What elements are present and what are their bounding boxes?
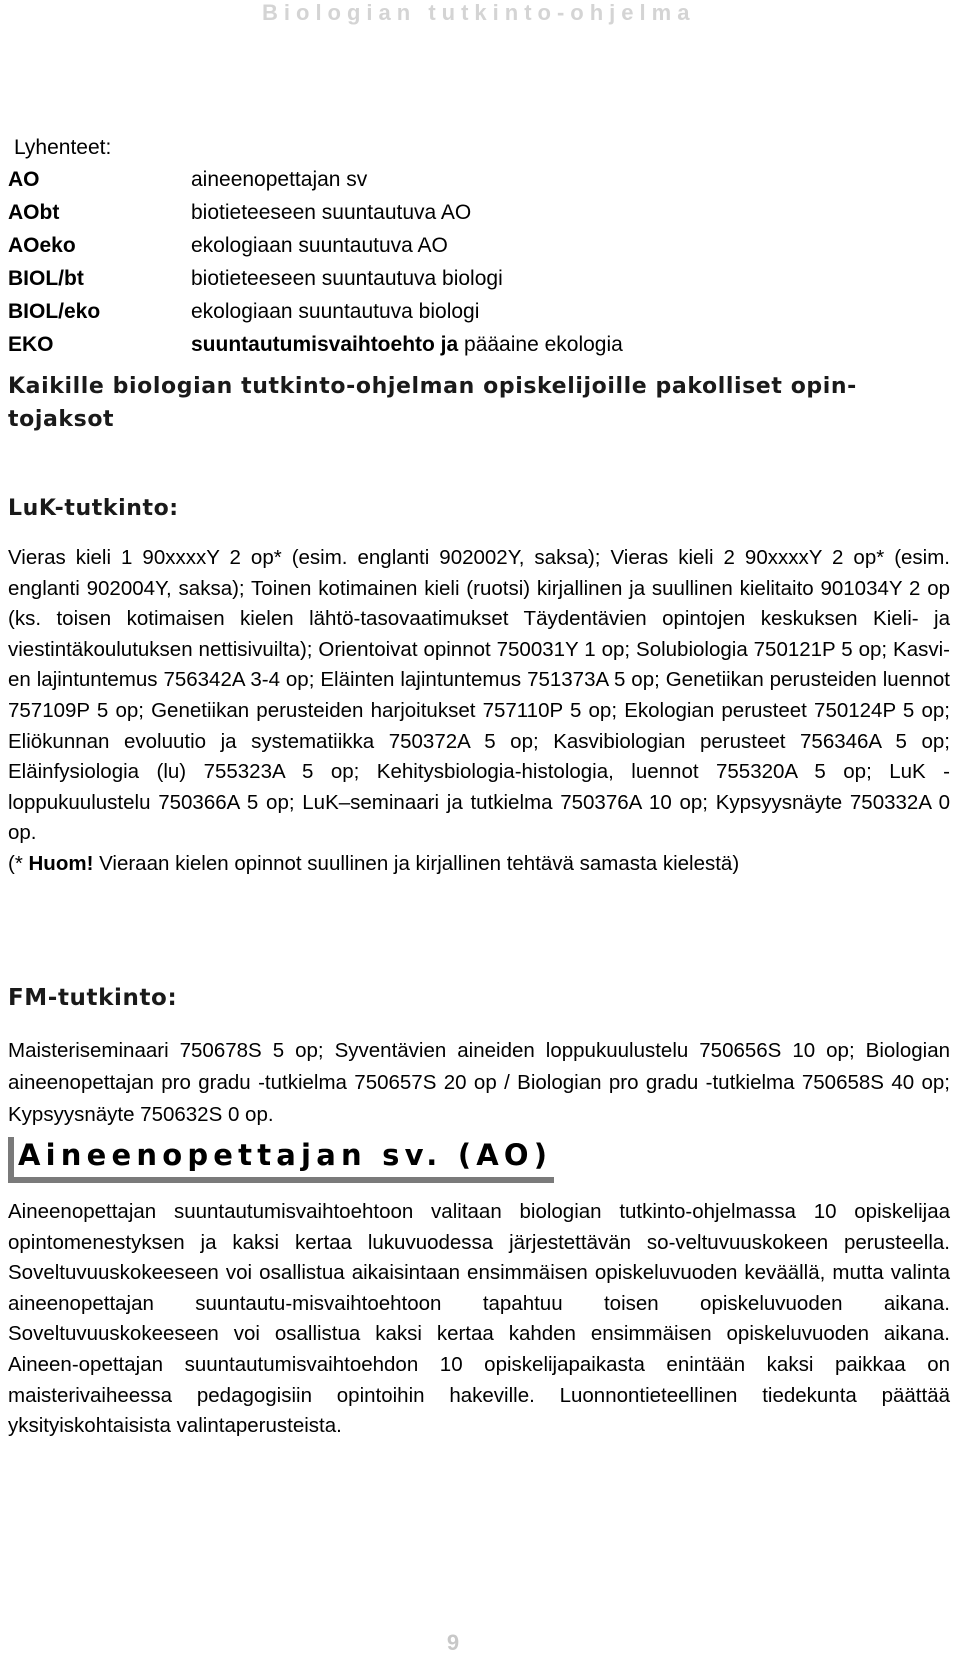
luk-note-rest: Vieraan kielen opinnot suullinen ja kirjallinen tehtävä samasta kielestä) (93, 851, 740, 875)
abbreviation-value: ekologiaan suuntautuva biologi (191, 300, 480, 323)
fm-heading: FM-tutkinto: (8, 985, 178, 1011)
abbreviation-row (8, 168, 768, 201)
abbreviation-key: BIOL/bt (8, 267, 84, 290)
mandatory-heading-line-2: tojaksot (8, 407, 115, 432)
ao-paragraph: Aineenopettajan suuntautumisvaihtoehtoon valitaan biologian tutkinto-ohjelmassa 10 opiskelijaa opintomenestyksen ja kaksi kertaa lukuvuodessa järjestettävän so-veltuvuuskokeen perusteella. Soveltuvuuskokeeseen voi osallistua aikaisintaan ensimmäisen opiskeluvuoden keväällä, mutta valinta aineenopettajan suuntautu-misvaihtoehtoon tapahtuu toisen opiskeluvuoden aikana. Soveltuvuuskokeeseen voi osallistua kaksi kertaa kahden ensimmäisen opiskeluvuoden aikana. Aineen-opettajan suuntautumisvaihtoehdon 10 opiskelijapaikasta enintään kaksi paikkaa on maisterivaiheessa pedagogisiin opintoihin hakeville. Luonnontieteellinen tiedekunta päättää yksityiskohtaisista valintaperusteista. (8, 1200, 950, 1438)
abbreviation-row (8, 267, 768, 300)
abbreviation-row (8, 333, 768, 366)
luk-note-bold: Huom! (28, 851, 94, 875)
abbreviation-row (8, 201, 768, 234)
abbreviation-value: biotieteeseen suuntautuva biologi (191, 267, 503, 290)
abbreviation-key: EKO (8, 333, 54, 356)
luk-paragraph (8, 543, 950, 880)
abbreviations-title: Lyhenteet: (14, 136, 112, 159)
fm-paragraph: Maisteriseminaari 750678S 5 op; Syventävien aineiden loppukuulustelu 750656S 10 op; Biologian aineenopettajan pro gradu -tutkielma 750657S 20 op / Biologian pro gradu -tutkielma 750658S 40 op; Kypsyysnäyte 750632S 0 op. (8, 1039, 950, 1126)
ao-heading-box (8, 1137, 554, 1183)
ao-heading: Aineenopettajan sv. (AO) (18, 1138, 553, 1172)
luk-note (8, 852, 739, 875)
running-header: Biologian tutkinto-ohjelma (262, 0, 696, 25)
abbreviation-value-rest: pääaine ekologia (458, 333, 623, 356)
mandatory-heading-line-1: Kaikille biologian tutkinto-ohjelman opiskelijoille pakolliset opin- (8, 374, 857, 399)
abbreviation-key: BIOL/eko (8, 300, 101, 323)
abbreviation-value: ekologiaan suuntautuva AO (191, 234, 448, 257)
abbreviation-row (8, 300, 768, 333)
mandatory-courses-heading (8, 370, 958, 436)
abbreviation-key: AObt (8, 201, 60, 224)
luk-note-prefix: (* (8, 851, 29, 875)
abbreviation-value (191, 333, 768, 357)
luk-body: Vieras kieli 1 90xxxxY 2 op* (esim. englanti 902002Y, saksa); Vieras kieli 2 90xxxxY 2 op* (esim. englanti 902004Y, saksa); Toinen kotimainen kieli (ruotsi) kirjallinen ja suullinen kielitaito 901034Y 2 op (ks. toisen kotimaisen kielen lähtö-tasovaatimukset Täydentävien opintojen keskuksen Kieli- ja viestintäkoulutuksen nettisivuilta); Orientoivat opinnot 750031Y 1 op; Solubiologia 750121P 5 op; Kasvi-en lajintuntemus 756342A 3-4 op; Eläinten lajintuntemus 751373A 5 op; Genetiikan perusteiden luennot 757109P 5 op; Genetiikan perusteiden harjoitukset 757110P 5 op; Ekologian perusteet 750124P 5 op; Eliökunnan evoluutio ja systematiikka 750372A 5 op; Kasvibiologian perusteet 756346A 5 op; Eläinfysiologia (lu) 755323A 5 op; Kehitysbiologia-histologia, luennot 755320A 5 op; LuK -loppukuulustelu 750366A 5 op; LuK–seminaari ja tutkielma 750376A 10 op; Kypsyysnäyte 750332A 0 op. (8, 546, 950, 845)
abbreviation-value-bold: suuntautumisvaihtoehto ja (191, 333, 459, 356)
abbreviation-row (8, 234, 768, 267)
abbreviation-key: AO (8, 168, 40, 191)
page-number: 9 (446, 1630, 460, 1655)
abbreviation-value: biotieteeseen suuntautuva AO (191, 201, 472, 224)
abbreviation-value: aineenopettajan sv (191, 168, 368, 191)
abbreviations-list (8, 168, 768, 366)
abbreviation-key: AOeko (8, 234, 76, 257)
luk-heading: LuK-tutkinto: (8, 496, 179, 521)
